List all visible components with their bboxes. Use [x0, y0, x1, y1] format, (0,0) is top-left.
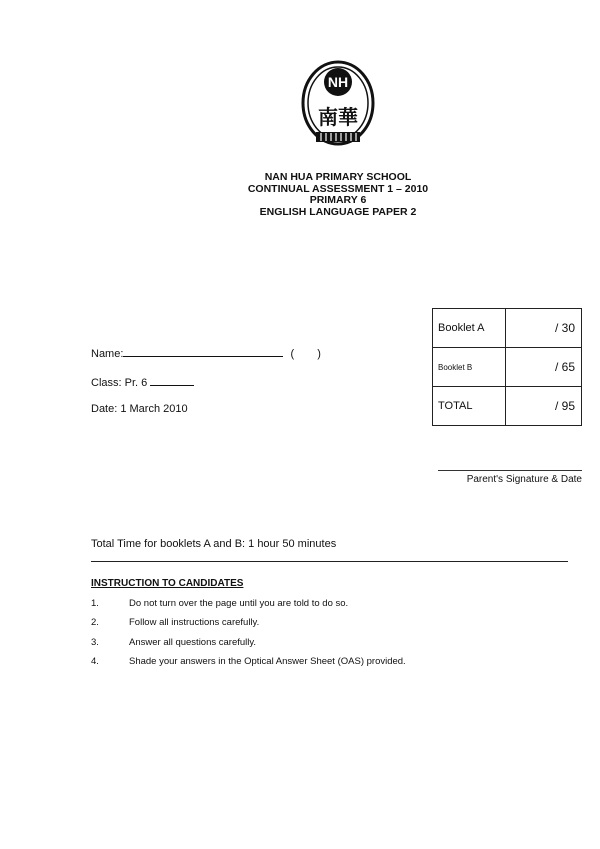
- school-name: NAN HUA PRIMARY SCHOOL: [264, 171, 412, 183]
- class-label: Class: Pr. 6: [91, 377, 148, 389]
- register-close: ): [317, 348, 321, 360]
- score-row: [433, 348, 582, 387]
- name-label: Name:: [91, 348, 124, 360]
- score-label: Booklet A: [433, 309, 506, 348]
- assessment-title: CONTINUAL ASSESSMENT 1 – 2010: [247, 182, 429, 195]
- score-value: / 30: [506, 309, 582, 348]
- instruction-item: [91, 598, 348, 609]
- score-value: / 65: [506, 348, 582, 387]
- paper-title: ENGLISH LANGUAGE PAPER 2: [259, 205, 417, 218]
- name-blank: [123, 346, 283, 357]
- instruction-text: Follow all instructions carefully.: [129, 617, 260, 628]
- score-label: Booklet B: [433, 348, 506, 387]
- instruction-number: 4.: [91, 656, 99, 667]
- instruction-item: [91, 637, 256, 648]
- parent-signature-label: Parent's Signature & Date: [438, 470, 582, 485]
- instruction-item: [91, 656, 406, 667]
- name-field: [91, 346, 321, 360]
- score-row: [433, 309, 582, 348]
- register-open: (: [290, 348, 295, 360]
- school-logo: [300, 58, 376, 152]
- class-blank: [150, 375, 194, 386]
- date-field: Date: 1 March 2010: [91, 403, 188, 415]
- score-row: [433, 387, 582, 426]
- score-value: / 95: [506, 387, 582, 426]
- logo-monogram: NH: [327, 74, 349, 90]
- score-label: TOTAL: [433, 387, 506, 426]
- instruction-item: [91, 617, 259, 628]
- divider: [91, 561, 568, 562]
- instruction-number: 2.: [91, 617, 99, 628]
- instruction-number: 1.: [91, 598, 99, 609]
- score-table: [432, 308, 582, 426]
- instruction-text: Shade your answers in the Optical Answer Sheet (OAS) provided.: [129, 656, 406, 667]
- total-time: Total Time for booklets A and B: 1 hour 50 minutes: [91, 538, 337, 550]
- exam-header: [200, 172, 476, 218]
- logo-chinese: 南華: [318, 105, 358, 129]
- level-title: PRIMARY 6: [309, 194, 367, 206]
- instructions-title: INSTRUCTION TO CANDIDATES: [91, 578, 244, 589]
- instruction-number: 3.: [91, 637, 99, 648]
- instruction-text: Do not turn over the page until you are told to do so.: [129, 598, 349, 609]
- class-field: [91, 375, 194, 389]
- instruction-text: Answer all questions carefully.: [129, 637, 257, 648]
